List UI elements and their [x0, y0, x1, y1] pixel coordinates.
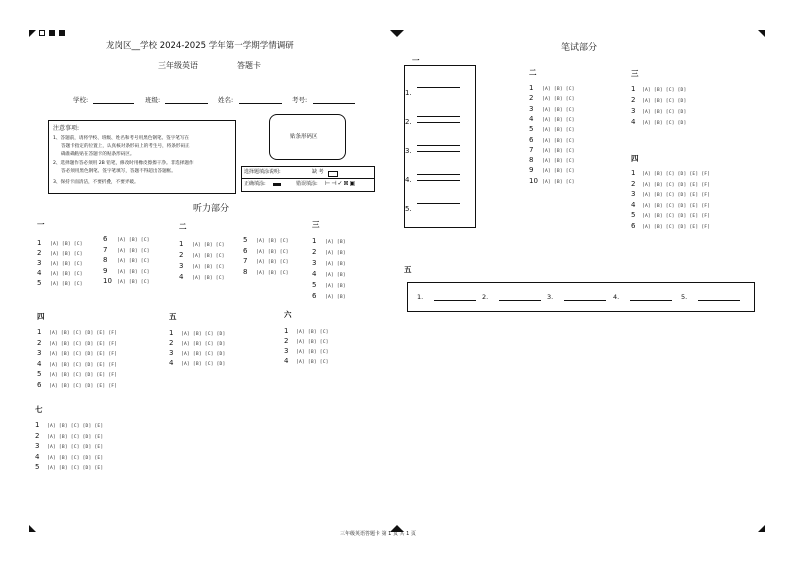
question-row: [37, 353, 118, 368]
question-row: [631, 194, 711, 209]
question-row: [169, 349, 226, 367]
notice-box: [48, 120, 236, 194]
answer-bubbles[interactable]: [A] [B] [C]: [542, 169, 575, 175]
question-number: 3: [179, 262, 184, 270]
question-row: [631, 111, 687, 126]
question-row: [103, 239, 150, 254]
answer-bubbles[interactable]: [A] [B]: [325, 251, 346, 256]
question-row: [312, 285, 346, 300]
barcode-label: 贴条形码区: [290, 134, 318, 140]
question-number: 4: [631, 200, 636, 209]
question-number: 4.: [405, 176, 412, 184]
answer-bubbles[interactable]: [A] [B] [C] [D] [E] [F]: [642, 182, 711, 188]
question-number: 2: [631, 96, 636, 104]
corner-mark-top-right: [758, 30, 765, 37]
question-number: 8: [103, 256, 108, 264]
fill-instruction-title: 选择题填涂说明:: [244, 169, 281, 175]
answer-bubbles[interactable]: [A] [B] [C]: [542, 107, 575, 113]
question-number: 5: [631, 211, 636, 219]
question-row: [529, 84, 575, 103]
section-label: 三: [312, 220, 320, 229]
question-row: [284, 347, 329, 365]
question-number: 2: [179, 251, 184, 259]
question-number: 3: [631, 107, 636, 115]
position-mark: [59, 30, 65, 36]
section-label: 七: [35, 405, 43, 414]
question-row: [243, 246, 289, 265]
question-number: 2.: [482, 293, 489, 301]
question-row: [312, 274, 346, 289]
written-section-5-box: [407, 282, 755, 312]
question-row: [37, 259, 83, 277]
question-number: 5: [243, 236, 248, 244]
question-row: [529, 129, 575, 144]
question-number: 1.: [417, 293, 424, 301]
question-number: 2: [35, 431, 40, 440]
question-number: 3.: [405, 147, 412, 155]
answer-bubbles[interactable]: [A] [B] [C]: [256, 270, 289, 276]
corner-mark-top-middle: [397, 30, 404, 37]
question-row: [103, 228, 150, 243]
question-number: 3: [37, 349, 42, 357]
question-number: 7: [243, 257, 248, 265]
question-number: 3: [35, 442, 40, 450]
answer-bubbles[interactable]: [A] [B] [C] [D] [E]: [47, 445, 104, 450]
question-number: 6: [312, 292, 317, 300]
answer-bubbles[interactable]: [A] [B] [C]: [542, 138, 575, 144]
question-row: [37, 359, 118, 378]
question-row: [243, 229, 289, 244]
answer-bubbles[interactable]: [A] [B]: [325, 295, 346, 300]
answer-bubbles[interactable]: [A] [B] [C]: [117, 248, 150, 254]
question-number: 5: [37, 279, 42, 287]
answer-bubbles[interactable]: [A] [B]: [325, 262, 346, 267]
answer-bubbles[interactable]: [A] [B] [C]: [117, 280, 150, 285]
question-number: 4: [529, 114, 534, 123]
answer-bubbles[interactable]: [A] [B] [C] [D]: [181, 342, 226, 347]
question-row: [284, 337, 329, 355]
written-section-1-box: [404, 65, 476, 228]
question-row: [529, 98, 575, 113]
written-title: 笔试部分: [561, 43, 598, 53]
question-number: 1: [284, 327, 289, 335]
correct-fill-label: 正确填涂:: [244, 181, 266, 187]
question-number: 8: [529, 156, 534, 165]
question-row: [529, 77, 575, 92]
section-label: 六: [284, 310, 292, 319]
answer-bubbles[interactable]: [A] [B] [C]: [542, 87, 575, 92]
question-number: 4: [631, 118, 636, 126]
answer-bubbles[interactable]: [A] [B] [C]: [50, 252, 83, 257]
question-number: 4: [284, 357, 289, 365]
question-number: 6: [243, 246, 248, 255]
page-footer: 三年级英语答题卡 第 1 页 共 1 页: [340, 531, 416, 537]
question-number: 4: [37, 359, 42, 368]
school-label: 学校:: [73, 96, 89, 104]
section-label: 五: [169, 312, 177, 321]
answer-bubbles[interactable]: [A] [B] [C]: [117, 259, 150, 264]
answer-bubbles[interactable]: [A] [B] [C]: [256, 260, 289, 265]
question-number: 5: [35, 463, 40, 471]
answer-bubbles[interactable]: [A] [B] [C]: [296, 360, 329, 365]
corner-mark-bottom-right: [758, 525, 765, 532]
question-number: 8: [243, 267, 248, 276]
answer-bubbles[interactable]: [A] [B] [C] [D]: [642, 110, 687, 115]
answer-line[interactable]: [417, 87, 460, 88]
exam-title: 龙岗区__学校 2024-2025 学年第一学期学情调研: [106, 41, 294, 51]
question-number: 1: [179, 240, 184, 248]
question-number: 10: [103, 277, 112, 285]
answer-bubbles[interactable]: [A] [B] [C]: [256, 239, 289, 244]
question-number: 10: [529, 176, 538, 185]
answer-line[interactable]: [417, 116, 460, 117]
notice-line: 2、选择题作答必须用 2B 铅笔，修改时用橡皮擦擦干净。非选择题作: [53, 161, 194, 166]
corner-mark-top-left: [29, 30, 36, 37]
name-field[interactable]: [239, 103, 282, 104]
question-number: 1: [312, 237, 317, 245]
answer-line[interactable]: [417, 122, 460, 123]
school-field[interactable]: [93, 103, 134, 104]
question-row: [37, 374, 118, 389]
question-number: 4: [312, 270, 317, 278]
question-number: 6: [529, 135, 534, 144]
question-number: 5: [312, 281, 317, 289]
written-section-5-blanks: [408, 283, 754, 311]
barcode-area: [269, 114, 346, 160]
corner-mark-bottom-left: [29, 525, 36, 532]
question-number: 4: [37, 269, 42, 277]
answer-bubbles[interactable]: [A] [B] [C]: [542, 97, 575, 103]
question-row: [631, 173, 711, 188]
question-number: 3: [169, 349, 174, 357]
question-number: 6: [103, 235, 108, 243]
question-row: [103, 245, 150, 264]
answer-bubbles[interactable]: [A] [B] [C]: [542, 117, 575, 123]
fill-example-box: [241, 166, 375, 192]
answer-line[interactable]: [417, 151, 460, 152]
answer-bubbles[interactable]: [A] [B] [C] [D]: [181, 352, 226, 357]
question-number: 1: [631, 85, 636, 93]
answer-bubbles[interactable]: [A] [B] [C] [D] [E] [F]: [642, 203, 711, 209]
question-row: [179, 266, 225, 281]
answer-bubbles[interactable]: [A] [B] [C] [D] [E]: [47, 434, 104, 440]
answer-bubbles[interactable]: [A] [B] [C] [D] [E] [F]: [49, 341, 118, 347]
section-label: 一: [412, 56, 420, 65]
divider: [242, 178, 374, 179]
question-number: 6: [631, 221, 636, 230]
answer-line[interactable]: [417, 174, 460, 175]
question-row: [529, 135, 575, 154]
answer-bubbles[interactable]: [A] [B] [C] [D] [E]: [47, 466, 104, 471]
question-number: 5: [37, 370, 42, 378]
notice-line: 1、答题前，请将学校、班级、姓名和考号用黑色钢笔、签字笔写在: [53, 136, 190, 141]
answer-bubbles[interactable]: [A] [B] [C] [D] [E] [F]: [49, 352, 118, 357]
question-row: [243, 240, 289, 255]
notice-line: 3、保持卡面清洁，不要折叠，不要弄破。: [53, 180, 139, 185]
question-number: 4: [179, 273, 184, 281]
question-row: [631, 100, 687, 115]
answer-bubbles[interactable]: [A] [B] [C]: [296, 330, 329, 335]
notice-line: 确准确粘贴在答题卡的贴条形码区。: [61, 152, 135, 157]
question-row: [529, 104, 575, 123]
answer-line[interactable]: [417, 203, 460, 204]
question-row: [37, 269, 83, 287]
position-mark: [39, 30, 45, 36]
answer-line[interactable]: [417, 145, 460, 146]
exam-number-label: 考号:: [292, 96, 308, 104]
answer-bubbles[interactable]: [A] [B] [C] [D]: [642, 99, 687, 104]
question-row: [103, 260, 150, 275]
question-number: 1: [37, 239, 42, 247]
answer-bubbles[interactable]: [A] [B] [C] [D]: [642, 88, 687, 93]
question-number: 1.: [405, 89, 412, 97]
notice-line: 答必须用黑色钢笔、签字笔填写，答题不得超出答题框。: [61, 169, 176, 174]
question-row: [169, 339, 226, 357]
answer-bubbles[interactable]: [A] [B]: [325, 284, 346, 289]
corner-mark-top-middle: [390, 30, 397, 37]
answer-card-label: 答题卡: [237, 61, 261, 70]
answer-bubbles[interactable]: [A] [B] [C]: [192, 276, 225, 281]
question-number: 2: [37, 338, 42, 347]
section-label: 二: [179, 222, 187, 231]
question-row: [284, 327, 329, 345]
answer-blank[interactable]: [564, 300, 606, 301]
question-row: [243, 261, 289, 276]
question-number: 3: [312, 259, 317, 267]
question-number: 3: [529, 104, 534, 113]
question-number: 4: [169, 359, 174, 367]
question-number: 2.: [405, 118, 412, 126]
class-field[interactable]: [165, 103, 208, 104]
question-row: [179, 233, 225, 248]
written-section-1-lines: [405, 66, 475, 227]
answer-bubbles[interactable]: [A] [B] [C] [D] [E] [F]: [642, 214, 711, 219]
question-row: [631, 89, 687, 104]
wrong-fill-label: 错误填涂:: [296, 181, 318, 187]
question-row: [631, 200, 711, 219]
question-number: 2: [631, 179, 636, 188]
section-label: 四: [631, 154, 639, 163]
name-label: 姓名:: [218, 96, 234, 104]
answer-bubbles[interactable]: [A] [B] [C]: [192, 254, 225, 259]
question-number: 2: [312, 248, 317, 256]
answer-bubbles[interactable]: [A] [B] [C]: [296, 350, 329, 355]
question-row: [37, 249, 83, 267]
question-number: 1: [529, 84, 534, 92]
answer-bubbles[interactable]: [A] [B] [C]: [542, 159, 575, 165]
question-row: [284, 320, 329, 335]
question-number: 3.: [547, 293, 554, 301]
answer-bubbles[interactable]: [A] [B] [C] [D] [E] [F]: [49, 362, 118, 368]
exam-number-field[interactable]: [313, 103, 355, 104]
question-row: [631, 162, 711, 177]
question-number: 2: [37, 249, 42, 257]
notice-title: 注意事项:: [53, 125, 80, 132]
answer-bubbles[interactable]: [A] [B] [C]: [50, 282, 83, 287]
question-number: 1: [35, 421, 40, 429]
answer-bubbles[interactable]: [A] [B] [C]: [542, 128, 575, 134]
absent-checkbox[interactable]: [328, 171, 338, 177]
class-label: 班级:: [145, 96, 161, 104]
wrong-fill-marks: ⊢⊣✓⊠▣: [325, 180, 357, 187]
question-row: [312, 252, 346, 267]
section-label: 三: [631, 69, 639, 78]
question-row: [35, 431, 104, 450]
question-number: 2: [284, 337, 289, 345]
answer-bubbles[interactable]: [A] [B] [C]: [256, 249, 289, 255]
question-row: [37, 338, 118, 357]
question-row: [179, 244, 225, 259]
question-number: 7: [529, 145, 534, 154]
question-row: [35, 425, 104, 440]
answer-bubbles[interactable]: [A] [B] [C] [D] [E] [F]: [49, 331, 118, 336]
question-number: 3: [37, 259, 42, 267]
question-row: [179, 255, 225, 270]
correct-fill-mark: [273, 183, 281, 186]
answer-bubbles[interactable]: [A] [B] [C] [D] [E] [F]: [642, 172, 711, 177]
question-number: 9: [103, 266, 108, 275]
question-row: [631, 179, 711, 198]
answer-bubbles[interactable]: [A] [B] [C] [D]: [181, 362, 226, 367]
answer-bubbles[interactable]: [A] [B] [C]: [296, 340, 329, 345]
question-number: 4.: [613, 293, 620, 301]
notice-line: 答题卡指定的位置上，认真核对条形码上的考生号，将条形码正: [61, 144, 190, 149]
question-row: [37, 332, 118, 347]
question-number: 4: [35, 452, 40, 461]
answer-bubbles[interactable]: [A] [B] [C]: [50, 262, 83, 267]
answer-bubbles[interactable]: [A] [B] [C]: [50, 242, 83, 247]
answer-bubbles[interactable]: [A] [B] [C] [D]: [642, 121, 687, 126]
question-number: 1: [169, 329, 174, 337]
question-number: 9: [529, 166, 534, 175]
question-number: 2: [169, 339, 174, 347]
section-label: 一: [37, 220, 45, 229]
question-number: 3: [631, 190, 636, 198]
answer-bubbles[interactable]: [A] [B] [C]: [192, 265, 225, 270]
answer-bubbles[interactable]: [A] [B] [C]: [542, 148, 575, 154]
question-row: [37, 321, 118, 336]
answer-bubbles[interactable]: [A] [B] [C] [D] [E]: [47, 455, 104, 461]
question-row: [312, 241, 346, 256]
question-number: 5.: [681, 293, 688, 301]
question-number: 1: [37, 328, 42, 336]
section-label: 五: [404, 265, 412, 274]
question-row: [169, 322, 226, 337]
answer-bubbles[interactable]: [A] [B]: [325, 240, 346, 245]
question-row: [37, 232, 83, 247]
answer-bubbles[interactable]: [A] [B] [C]: [117, 238, 150, 243]
position-mark: [49, 30, 55, 36]
question-row: [631, 78, 687, 93]
absent-label: 缺 考: [312, 169, 324, 175]
question-row: [35, 414, 104, 429]
question-number: 3: [284, 347, 289, 355]
answer-blank[interactable]: [499, 300, 541, 301]
question-row: [37, 239, 83, 257]
section-label: 二: [529, 68, 537, 77]
question-row: [35, 446, 104, 461]
answer-bubbles[interactable]: [A] [B] [C]: [50, 272, 83, 277]
answer-bubbles[interactable]: [A] [B] [C]: [542, 179, 575, 185]
exam-subject: 三年级英语: [158, 61, 198, 70]
answer-blank[interactable]: [698, 300, 740, 301]
answer-line[interactable]: [417, 180, 460, 181]
question-number: 5: [529, 125, 534, 134]
question-row: [312, 263, 346, 278]
question-row: [529, 156, 575, 175]
question-row: [631, 215, 711, 230]
answer-bubbles[interactable]: [A] [B]: [325, 273, 346, 278]
answer-bubbles[interactable]: [A] [B] [C] [D] [E] [F]: [642, 224, 711, 230]
answer-bubbles[interactable]: [A] [B] [C]: [192, 243, 225, 248]
answer-bubbles[interactable]: [A] [B] [C] [D] [E] [F]: [49, 383, 118, 389]
section-label: 四: [37, 312, 45, 321]
question-number: 7: [103, 245, 108, 254]
question-row: [529, 145, 575, 165]
question-number: 5.: [405, 205, 412, 213]
listening-title: 听力部分: [193, 204, 230, 214]
answer-blank[interactable]: [434, 300, 476, 301]
question-number: 6: [37, 380, 42, 389]
question-row: [103, 266, 150, 285]
answer-bubbles[interactable]: [A] [B] [C] [D]: [181, 332, 226, 337]
answer-blank[interactable]: [630, 300, 672, 301]
question-row: [35, 452, 104, 471]
answer-bubbles[interactable]: [A] [B] [C] [D] [E] [F]: [642, 193, 711, 198]
answer-bubbles[interactable]: [A] [B] [C] [D] [E]: [47, 424, 104, 429]
answer-bubbles[interactable]: [A] [B] [C] [D] [E] [F]: [49, 373, 118, 378]
question-row: [169, 329, 226, 347]
question-row: [529, 170, 575, 185]
question-row: [312, 230, 346, 245]
question-number: 1: [631, 169, 636, 177]
question-row: [529, 114, 575, 134]
question-number: 2: [529, 94, 534, 103]
answer-bubbles[interactable]: [A] [B] [C]: [117, 269, 150, 275]
